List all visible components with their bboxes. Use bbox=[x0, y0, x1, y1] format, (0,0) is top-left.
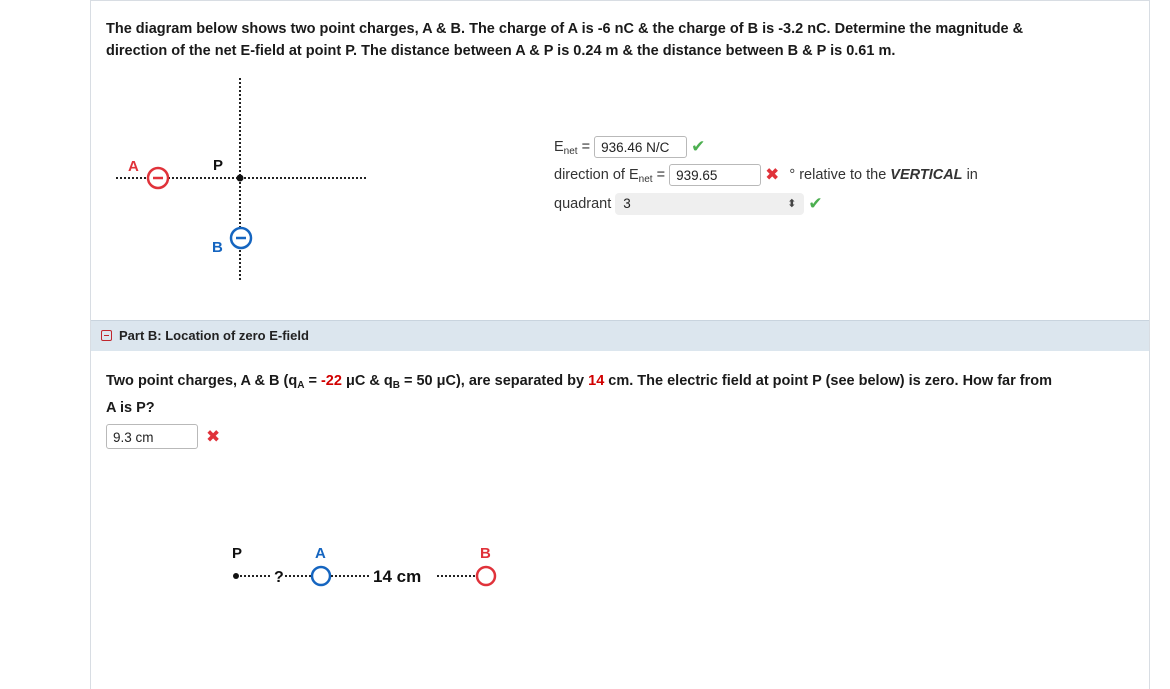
enet-row bbox=[554, 136, 705, 158]
part-b-cross-icon: ✖ bbox=[206, 426, 221, 446]
charge-b-circle-icon bbox=[477, 567, 495, 585]
point-p-dot-b bbox=[233, 573, 239, 579]
quadrant-label: quadrant bbox=[554, 195, 612, 212]
part-a-question bbox=[106, 18, 1136, 62]
part-b-diagram bbox=[225, 540, 515, 600]
direction-cross-icon: ✖ bbox=[765, 165, 780, 184]
part-b-q-pre: Two point charges, A & B (q bbox=[106, 373, 298, 389]
part-a-diagram bbox=[100, 70, 390, 285]
direction-eq: = bbox=[652, 166, 670, 183]
updown-chevron-icon: ⬍ bbox=[787, 198, 797, 210]
enet-sub: net bbox=[563, 145, 578, 157]
quadrant-value: 3 bbox=[623, 196, 631, 211]
charge-b-label: B bbox=[212, 239, 223, 256]
quadrant-row bbox=[554, 193, 823, 215]
direction-label: direction of E bbox=[554, 166, 639, 183]
point-p-label-b: P bbox=[232, 545, 243, 562]
enet-eq: = bbox=[577, 138, 595, 155]
part-b-q-post: cm. The electric field at point P (see below) is zero. How far from bbox=[604, 373, 1052, 389]
part-b-title: Part B: Location of zero E-field bbox=[119, 328, 309, 343]
direction-suffix-pre: ° relative to the bbox=[789, 166, 891, 183]
direction-row bbox=[554, 164, 978, 186]
part-b-q-eq-a: = bbox=[304, 373, 321, 389]
quadrant-check-icon: ✔ bbox=[808, 194, 823, 213]
enet-label: E bbox=[554, 138, 564, 155]
part-b-header[interactable] bbox=[91, 320, 1149, 351]
unknown-distance: ? bbox=[274, 569, 284, 586]
part-b-q-unit-a: μC & q bbox=[341, 373, 393, 389]
quadrant-select[interactable] bbox=[615, 193, 804, 215]
direction-suffix-post: in bbox=[962, 166, 978, 183]
charge-a-label-b: A bbox=[315, 545, 326, 562]
separation-value: 14 bbox=[588, 373, 605, 389]
charge-b-label-b: B bbox=[480, 545, 491, 562]
charge-a-circle-icon bbox=[312, 567, 330, 585]
enet-check-icon: ✔ bbox=[691, 137, 706, 156]
part-b-answer-input[interactable]: 9.3 cm bbox=[106, 424, 198, 449]
part-b-q-sub-a: A bbox=[297, 380, 305, 391]
part-b-answer-row bbox=[106, 424, 220, 449]
part-a-question-line1: The diagram below shows two point charges, A & B. The charge of A is -6 nC & the charge of B is -3.2 nC. Determine the magnitude & bbox=[106, 21, 1024, 37]
collapse-minus-icon[interactable] bbox=[101, 330, 112, 341]
part-b-q-line2: A is P? bbox=[106, 400, 155, 416]
charge-a-value: -22 bbox=[320, 373, 342, 389]
direction-input[interactable]: 939.65 bbox=[669, 164, 761, 186]
direction-sub: net bbox=[638, 173, 653, 185]
part-b-question bbox=[106, 370, 1136, 419]
part-b-q-sub-b: B bbox=[392, 380, 400, 391]
part-a-question-line2: direction of the net E-field at point P. The distance between A & P is 0.24 m & the distance between B & P is 0.61 m. bbox=[106, 43, 896, 59]
direction-suffix-bold: VERTICAL bbox=[890, 166, 963, 183]
separation-label: 14 cm bbox=[373, 567, 422, 586]
point-p-dot bbox=[237, 175, 244, 182]
enet-input[interactable]: 936.46 N/C bbox=[594, 136, 687, 158]
part-b-q-rest-b: = 50 μC), are separated by bbox=[399, 373, 589, 389]
point-p-label: P bbox=[213, 157, 224, 174]
charge-a-label: A bbox=[128, 158, 139, 175]
